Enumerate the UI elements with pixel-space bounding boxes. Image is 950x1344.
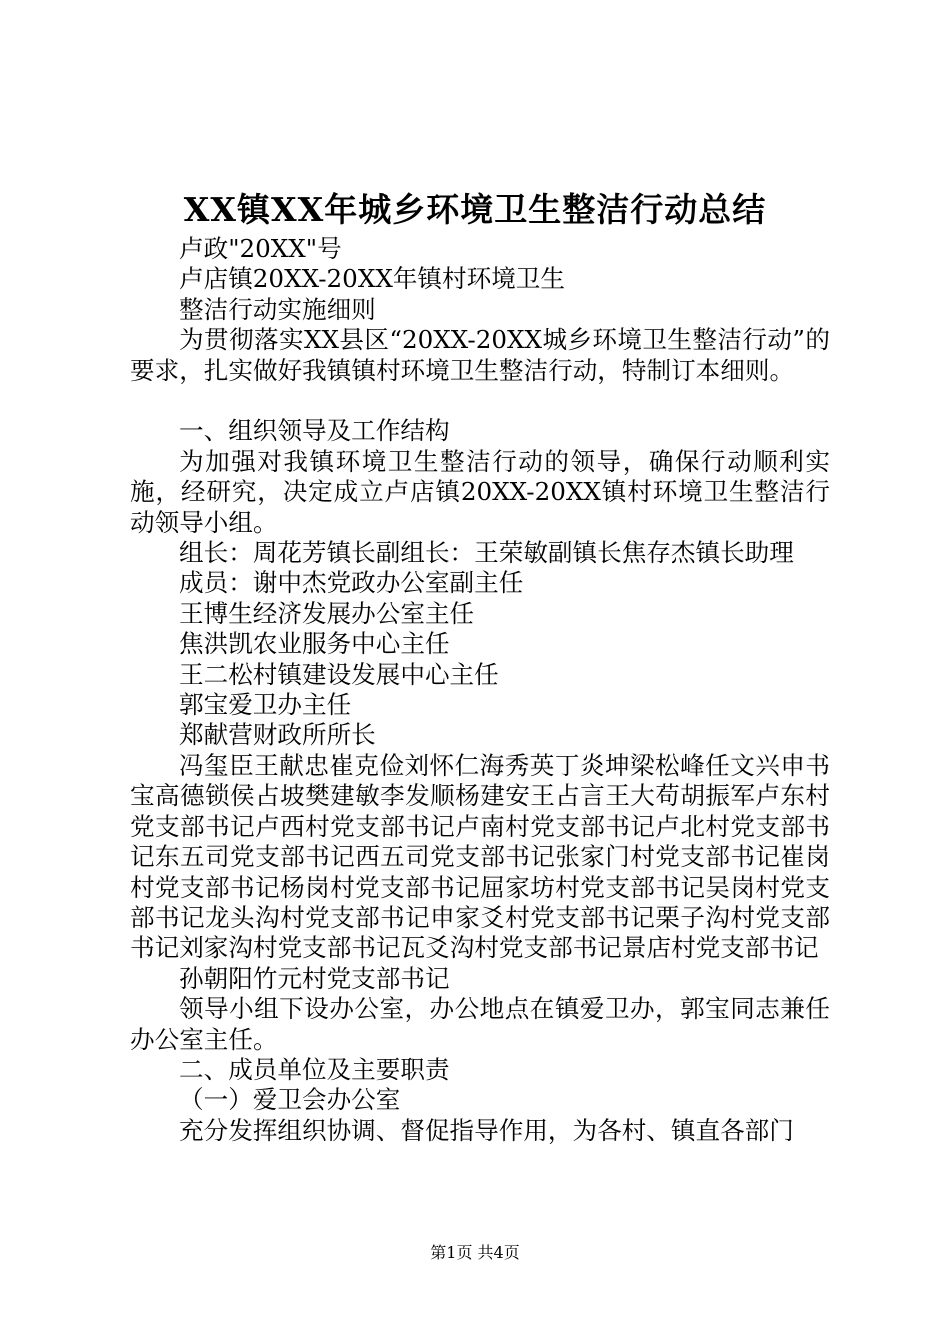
page-footer: [0, 1242, 950, 1264]
section-heading-1: 一、组织领导及工作结构: [179, 416, 450, 446]
group-leader-line: 组长：周花芳镇长副组长：王荣敏副镇长焦存杰镇长助理: [179, 538, 794, 568]
member-line: 郭宝爱卫办主任: [179, 690, 352, 720]
duty-paragraph: 充分发挥组织协调、督促指导作用，为各村、镇直各部门: [179, 1115, 794, 1145]
village-secretaries-paragraph: 冯玺臣王献忠崔克俭刘怀仁海秀英丁炎坤梁松峰任文兴申书宝高德锁侯占坡樊建敏李发顺杨建安王占言王大苟胡振军卢东村党支部书记卢西村党支部书记卢南村党支部书记卢北村党支部书记东五司党支部书记西五司党支部书记张家门村党支部书记崔岗村党支部书记杨岗村党支部书记屈家坊村党支部书记吴岗村党支部书记龙头沟村党支部书记申家爻村党支部书记栗子沟村党支部书记刘家沟村党支部书记瓦爻沟村党支部书记景店村党支部书记: [130, 750, 830, 963]
member-line: 郑献营财政所所长: [179, 720, 376, 750]
document-body: [130, 234, 830, 1146]
document-number: 卢政"20XX"号: [179, 234, 342, 263]
notice-heading-line-1: 卢店镇20XX-20XX年镇村环境卫生: [179, 264, 565, 294]
page-total: 共4页: [477, 1243, 520, 1262]
document-title: XX镇XX年城乡环境卫生整洁行动总结: [183, 190, 767, 229]
subsection-heading-1: （一）爱卫会办公室: [179, 1085, 401, 1115]
member-line: 成员：谢中杰党政办公室副主任: [179, 568, 524, 598]
member-line: 焦洪凯农业服务中心主任: [179, 629, 450, 659]
intro-paragraph: 为贯彻落实XX县区“20XX-20XX城乡环境卫生整洁行动”的要求，扎实做好我镇镇村环境卫生整洁行动，特制订本细则。: [130, 325, 830, 385]
notice-heading-line-2: 整洁行动实施细则: [179, 294, 376, 324]
member-line: 王博生经济发展办公室主任: [179, 598, 475, 628]
member-line: 孙朝阳竹元村党支部书记: [179, 963, 450, 993]
office-paragraph: 领导小组下设办公室，办公地点在镇爱卫办，郭宝同志兼任办公室主任。: [130, 994, 830, 1054]
blank-line: [130, 386, 830, 416]
member-line: 王二松村镇建设发展中心主任: [179, 659, 499, 689]
section-heading-2: 二、成员单位及主要职责: [179, 1054, 450, 1084]
page-number: 第1页: [430, 1243, 473, 1262]
leadership-paragraph: 为加强对我镇环境卫生整洁行动的领导，确保行动顺利实施，经研究，决定成立卢店镇20XX-20XX镇村环境卫生整洁行动领导小组。: [130, 446, 830, 537]
